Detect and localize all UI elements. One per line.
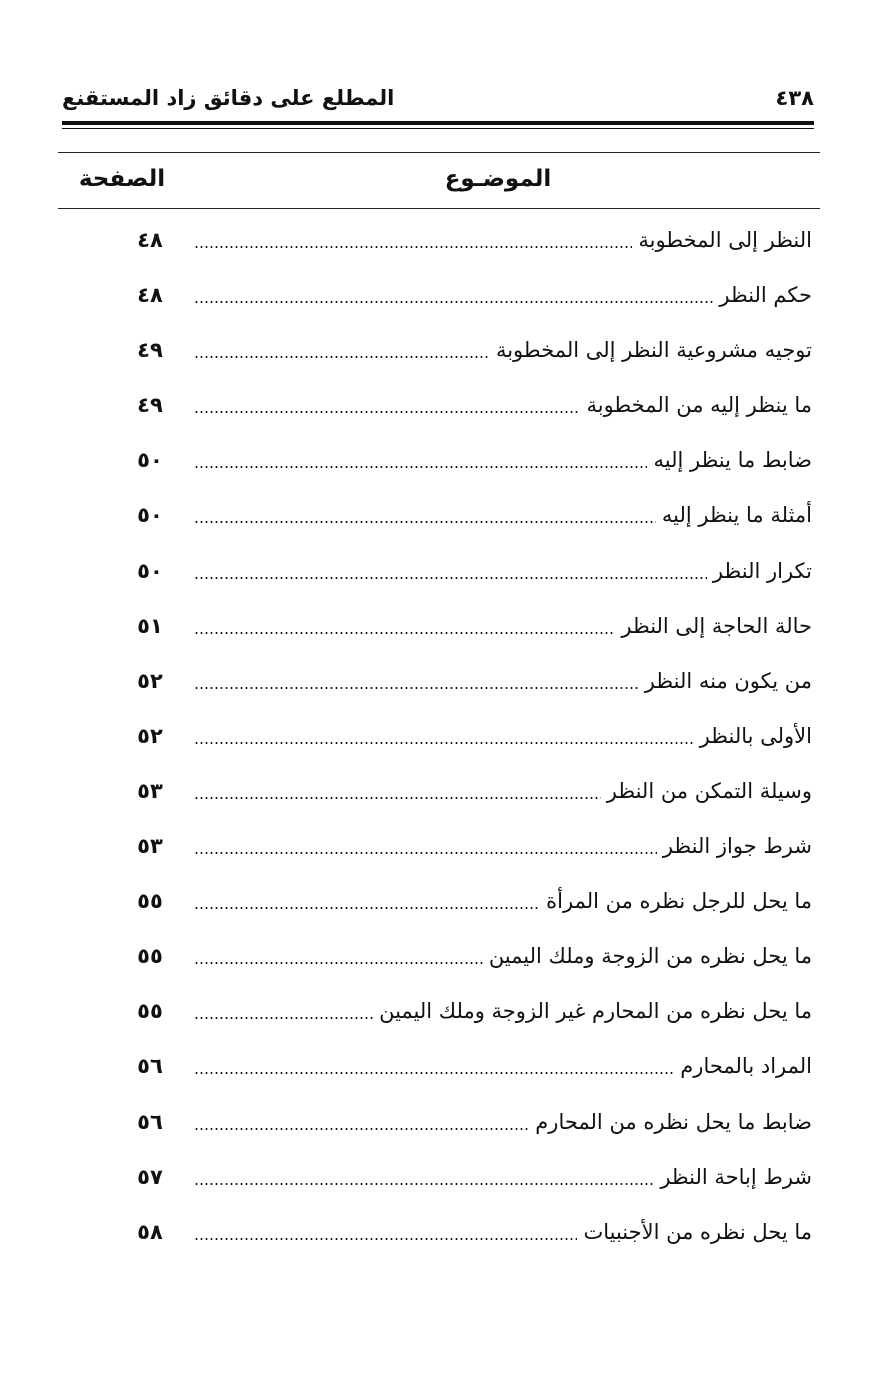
toc-entry-page: ٥٢ xyxy=(137,668,163,693)
dot-leader xyxy=(194,962,483,964)
toc-entry-page: ٥٥ xyxy=(137,999,163,1024)
toc-entry-line xyxy=(194,220,812,260)
toc-entry-title: حكم النظر xyxy=(719,283,812,308)
toc-entry-line xyxy=(194,330,812,370)
toc-entry-line xyxy=(194,661,812,701)
toc-entry-page: ٤٨ xyxy=(137,283,163,308)
dot-leader xyxy=(194,907,540,909)
toc-entry-title: ضابط ما ينظر إليه xyxy=(653,448,812,473)
toc-entry-line xyxy=(194,440,812,480)
toc-entry xyxy=(120,826,812,881)
toc-entry-title: توجيه مشروعية النظر إلى المخطوبة xyxy=(495,338,812,363)
toc-entry-page: ٥٨ xyxy=(137,1219,163,1244)
table-top-rule xyxy=(58,152,820,153)
header-rule-thin xyxy=(62,128,814,129)
toc-entry-line xyxy=(194,826,812,866)
toc-entry-title: ما يحل للرجل نظره من المرأة xyxy=(546,889,812,914)
dot-leader xyxy=(194,577,707,579)
dot-leader xyxy=(194,632,615,634)
toc-entry-page: ٥٠ xyxy=(137,558,163,583)
toc-entry-line xyxy=(194,275,812,315)
toc-entry xyxy=(120,991,812,1046)
toc-entry-page: ٥٦ xyxy=(137,1109,163,1134)
dot-leader xyxy=(194,466,647,468)
toc-entry-line xyxy=(194,1046,812,1086)
toc-entry-page: ٥٥ xyxy=(137,944,163,969)
toc-entry xyxy=(120,716,812,771)
toc-entry-line xyxy=(194,771,812,811)
toc-entry-title: شرط إباحة النظر xyxy=(660,1164,812,1189)
toc-entry-title: حالة الحاجة إلى النظر xyxy=(621,613,812,638)
toc-entry-page: ٥٠ xyxy=(137,448,163,473)
dot-leader xyxy=(194,852,657,854)
toc-entry-title: وسيلة التمكن من النظر xyxy=(606,778,812,803)
toc-entry-line xyxy=(194,1102,812,1142)
toc-entry xyxy=(120,330,812,385)
toc-entry-page: ٤٨ xyxy=(137,228,163,252)
toc-entry-line xyxy=(194,881,812,921)
dot-leader xyxy=(194,687,639,689)
toc-entry-page: ٤٩ xyxy=(137,338,163,363)
toc-entry-line xyxy=(194,551,812,591)
dot-leader xyxy=(194,1072,674,1074)
toc-entry xyxy=(120,771,812,826)
toc-entry xyxy=(120,661,812,716)
toc-entry xyxy=(120,1046,812,1101)
toc-entry-title: ما يحل نظره من المحارم غير الزوجة وملك اليمين xyxy=(379,999,812,1024)
toc-entry xyxy=(120,1157,812,1212)
dot-leader xyxy=(194,1128,529,1130)
toc-entry xyxy=(120,1212,812,1267)
toc-entry-page: ٥٧ xyxy=(137,1164,163,1189)
toc-entry-line xyxy=(194,716,812,756)
toc-entry-line xyxy=(194,606,812,646)
toc-entry-page: ٥٣ xyxy=(137,834,163,859)
toc-entry xyxy=(120,495,812,550)
dot-leader xyxy=(194,301,713,303)
toc-entry-title: الأولى بالنظر xyxy=(699,723,812,748)
dot-leader xyxy=(194,411,580,413)
toc-entry-title: النظر إلى المخطوبة xyxy=(638,228,812,252)
page-number: ٤٣٨ xyxy=(775,86,814,110)
book-title: المطلع على دقائق زاد المستقنع xyxy=(62,86,395,110)
toc-entry xyxy=(120,606,812,661)
toc-entry xyxy=(120,936,812,991)
page-column-header: الصفحة xyxy=(78,166,166,192)
toc-entry-line xyxy=(194,1212,812,1252)
toc-entry xyxy=(120,385,812,440)
toc-entry-title: ضابط ما يحل نظره من المحارم xyxy=(535,1109,812,1134)
toc-entry-page: ٥٠ xyxy=(137,503,163,528)
toc-entry-line xyxy=(194,1157,812,1197)
toc-entry xyxy=(120,551,812,606)
dot-leader xyxy=(194,797,601,799)
toc-entry-page: ٥٢ xyxy=(137,723,163,748)
header-rule-thick xyxy=(62,121,814,125)
running-header xyxy=(62,86,814,118)
toc-entry-page: ٥٦ xyxy=(137,1054,163,1079)
dot-leader xyxy=(194,1183,654,1185)
toc-entry-title: أمثلة ما ينظر إليه xyxy=(661,503,812,528)
toc-entry xyxy=(120,440,812,495)
toc-entry-line xyxy=(194,495,812,535)
toc-entry xyxy=(120,275,812,330)
dot-leader xyxy=(194,356,490,358)
toc-entry-page: ٥٥ xyxy=(137,889,163,914)
toc-entry-title: شرط جواز النظر xyxy=(662,834,812,859)
toc-entry-page: ٥٣ xyxy=(137,778,163,803)
toc-entry xyxy=(120,881,812,936)
toc-entry-title: ما يحل نظره من الزوجة وملك اليمين xyxy=(488,944,812,969)
toc-entry-line xyxy=(194,385,812,425)
toc-entry-line xyxy=(194,936,812,976)
table-of-contents xyxy=(120,220,812,1267)
toc-entry-page: ٤٩ xyxy=(137,393,163,418)
toc-entry-line xyxy=(194,991,812,1031)
dot-leader xyxy=(194,1238,577,1240)
dot-leader xyxy=(194,1017,373,1019)
toc-entry-title: ما يحل نظره من الأجنبيات xyxy=(583,1219,812,1244)
toc-entry-title: ما ينظر إليه من المخطوبة xyxy=(586,393,812,418)
toc-entry-title: من يكون منه النظر xyxy=(644,668,812,693)
toc-entry-title: تكرار النظر xyxy=(712,558,812,583)
toc-entry-page: ٥١ xyxy=(137,613,163,638)
dot-leader xyxy=(194,246,632,248)
dot-leader xyxy=(194,742,694,744)
topic-column-header: الموضـوع xyxy=(444,166,552,192)
toc-entry xyxy=(120,220,812,275)
toc-entry xyxy=(120,1102,812,1157)
table-header-rule xyxy=(58,208,820,209)
toc-entry-title: المراد بالمحارم xyxy=(680,1054,812,1079)
dot-leader xyxy=(194,521,656,523)
